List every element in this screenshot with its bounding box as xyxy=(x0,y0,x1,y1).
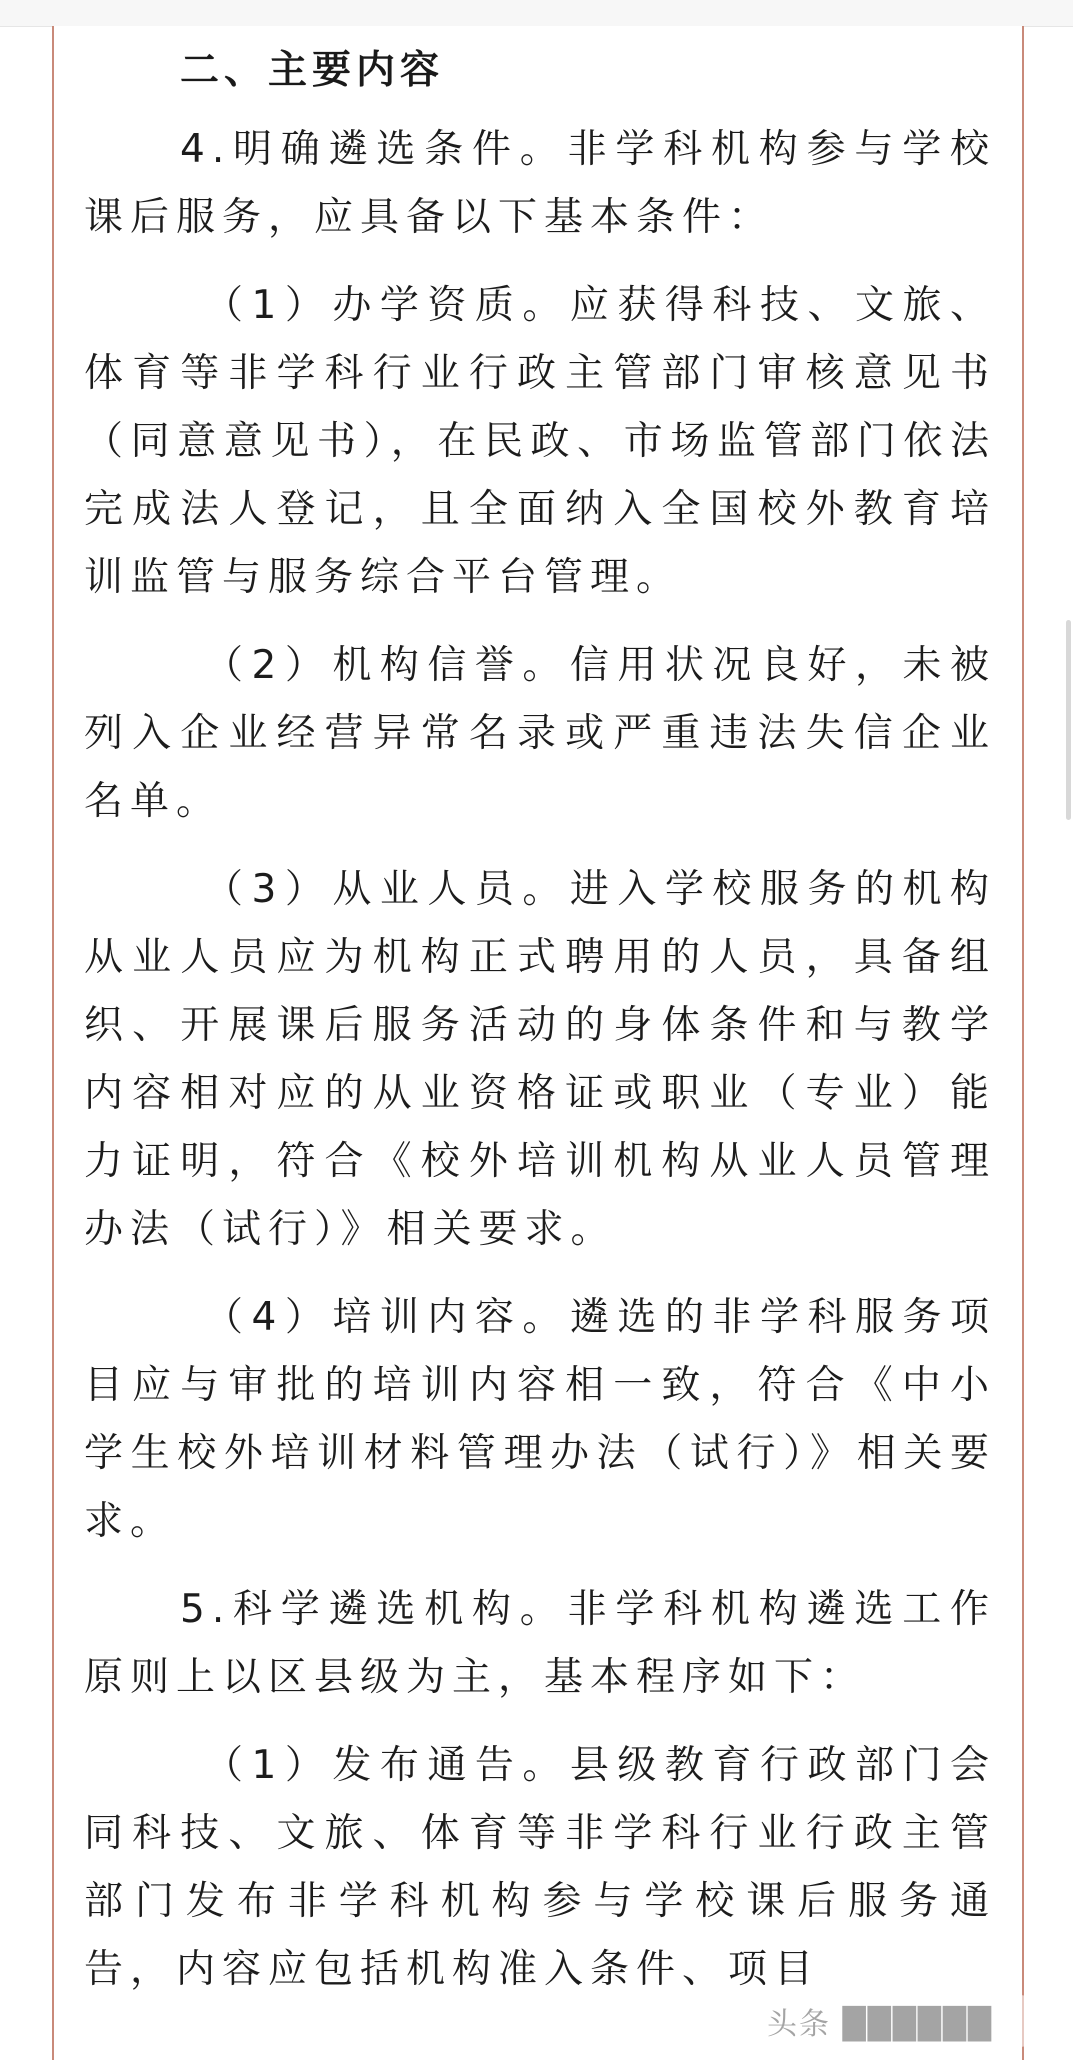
document-page xyxy=(52,26,1024,2060)
paragraph-4-4: （4）培训内容。遴选的非学科服务项目应与审批的培训内容相一致，符合《中小学生校外培训材料管理办法（试行）》相关要求。 xyxy=(84,1295,996,1544)
paragraph-5-1: （1）发布通告。县级教育行政部门会同科技、文旅、体育等非学科行业行政主管部门发布非学科机构参与学校课后服务通告，内容应包括机构准入条件、项目 xyxy=(84,1743,996,1992)
watermark-logo: 头条 ██████ xyxy=(715,1995,1045,2047)
scrollbar[interactable] xyxy=(1066,620,1071,820)
top-strip xyxy=(0,0,1073,27)
paragraph-5: 5.科学遴选机构。非学科机构遴选工作原则上以区县级为主，基本程序如下： xyxy=(84,1587,996,1700)
document-content xyxy=(84,26,996,2024)
paragraph-4-2: （2）机构信誉。信用状况良好，未被列入企业经营异常名录或严重违法失信企业名单。 xyxy=(84,643,996,824)
paragraph-4: 4.明确遴选条件。非学科机构参与学校课后服务，应具备以下基本条件： xyxy=(84,127,996,240)
section-heading: 二、主要内容 xyxy=(180,48,445,93)
paragraph-4-3: （3）从业人员。进入学校服务的机构从业人员应为机构正式聘用的人员，具备组织、开展课后服务活动的身体条件和与教学内容相对应的从业资格证或职业（专业）能力证明，符合《校外培训机构从业人员管理办法（试行）》相关要求。 xyxy=(84,867,996,1252)
paragraph-4-1: （1）办学资质。应获得科技、文旅、体育等非学科行业行政主管部门审核意见书（同意意见书），在民政、市场监管部门依法完成法人登记，且全面纳入全国校外教育培训监管与服务综合平台管理。 xyxy=(84,283,996,600)
